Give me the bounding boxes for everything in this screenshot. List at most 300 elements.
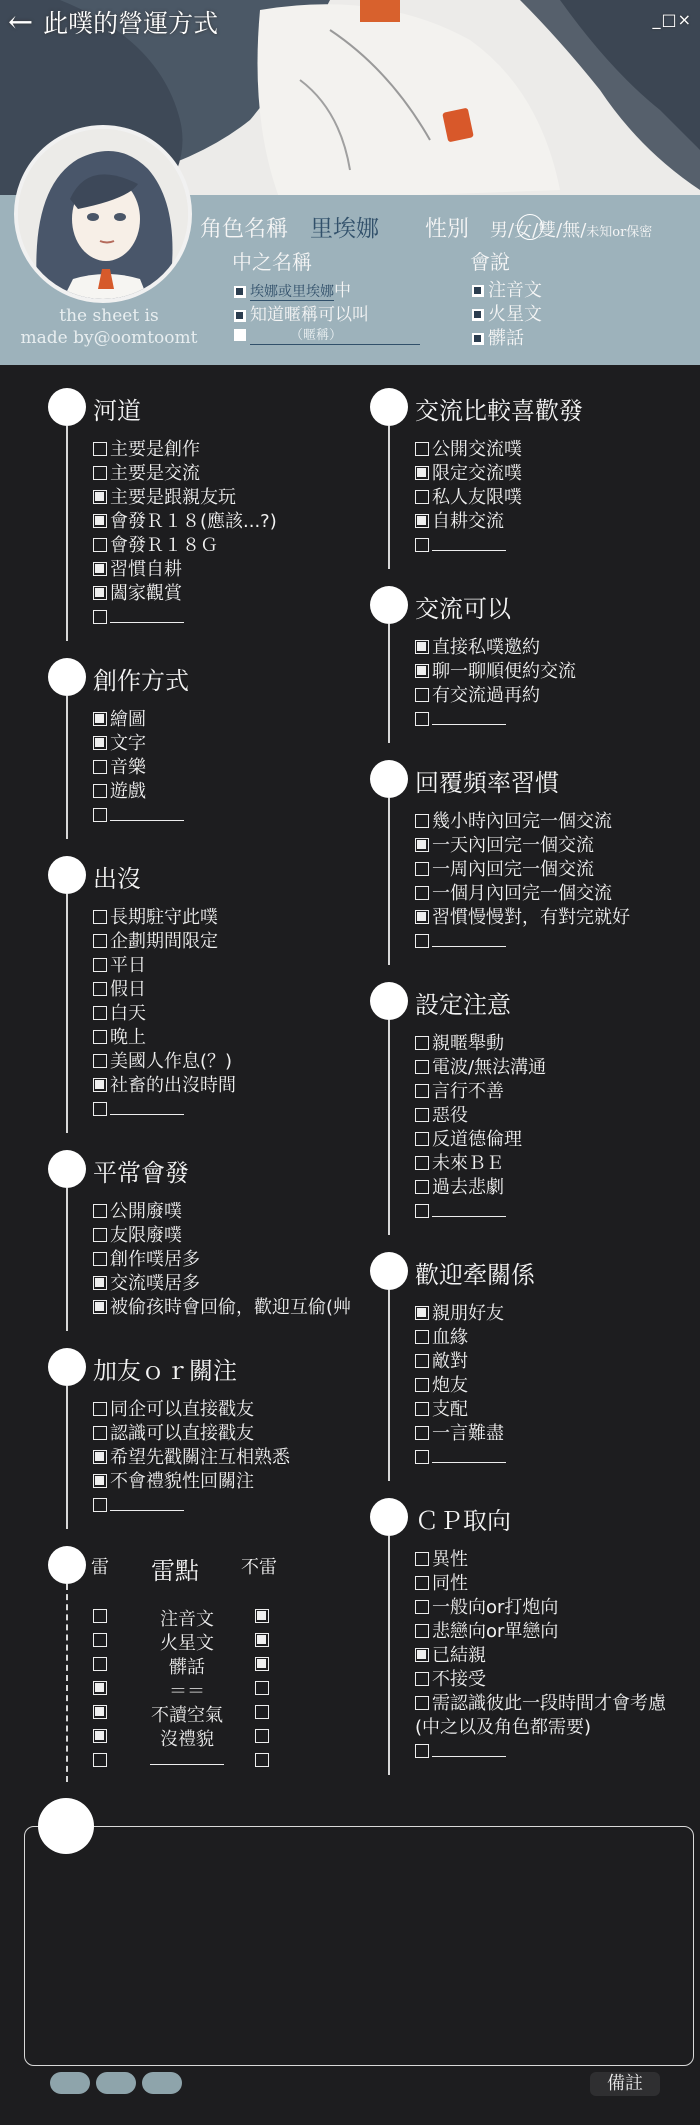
not-lei-checkbox[interactable] bbox=[255, 1681, 269, 1695]
list-item[interactable] bbox=[93, 931, 218, 953]
item-text: 希望先戳關注互相熟悉 bbox=[110, 1447, 290, 1468]
nick-item-hint: （暱稱） bbox=[290, 328, 343, 343]
item-text: 音樂 bbox=[110, 757, 146, 778]
list-item[interactable] bbox=[93, 535, 218, 557]
item-checkbox[interactable] bbox=[415, 1132, 429, 1146]
item-text: 被偷孩時會回偷，歡迎互偷(艸 bbox=[110, 1297, 352, 1318]
item-checkbox[interactable] bbox=[93, 808, 107, 822]
item-checkbox[interactable] bbox=[415, 664, 429, 678]
list-item[interactable] bbox=[93, 1075, 236, 1097]
item-checkbox[interactable] bbox=[93, 1402, 107, 1416]
item-checkbox[interactable] bbox=[93, 784, 107, 798]
memo-box[interactable] bbox=[24, 1826, 694, 2066]
item-text: 直接私噗邀約 bbox=[432, 637, 540, 658]
list-item[interactable] bbox=[93, 1003, 146, 1025]
list-item[interactable] bbox=[93, 1249, 200, 1271]
item-checkbox[interactable] bbox=[93, 1498, 107, 1512]
item-text: 限定交流噗 bbox=[432, 463, 522, 484]
item-text: 言行不善 bbox=[432, 1081, 504, 1102]
item-text: 一般向or打炮向 bbox=[432, 1597, 559, 1618]
nick-item[interactable] bbox=[234, 276, 351, 301]
list-item[interactable] bbox=[93, 757, 146, 779]
lang-label: 會說 bbox=[470, 250, 510, 274]
list-item[interactable] bbox=[415, 1081, 504, 1103]
item-checkbox[interactable] bbox=[415, 466, 429, 480]
section-title: 回覆頻率習慣 bbox=[415, 769, 559, 797]
list-item[interactable] bbox=[93, 463, 200, 485]
list-item[interactable] bbox=[415, 1573, 468, 1595]
item-text: 異性 bbox=[432, 1549, 468, 1570]
credit-text bbox=[14, 305, 204, 349]
item-checkbox[interactable] bbox=[415, 886, 429, 900]
item-text: 認識可以直接戳友 bbox=[110, 1423, 254, 1444]
item-checkbox[interactable] bbox=[415, 1576, 429, 1590]
item-checkbox[interactable] bbox=[93, 1204, 107, 1218]
list-item[interactable] bbox=[415, 1447, 506, 1469]
lei-mid-label: 雷點 bbox=[151, 1557, 199, 1585]
item-text: 繪圖 bbox=[110, 709, 146, 730]
nick-checkbox[interactable] bbox=[234, 286, 246, 298]
list-item[interactable] bbox=[415, 1351, 468, 1373]
nick-label: 中之名稱 bbox=[232, 250, 312, 274]
section-title: 歡迎牽關係 bbox=[415, 1261, 535, 1289]
not-lei-checkbox[interactable] bbox=[255, 1633, 269, 1647]
item-text: 主要是跟親友玩 bbox=[110, 487, 236, 508]
item-text: 未來ＢＥ bbox=[432, 1153, 504, 1174]
item-checkbox[interactable] bbox=[93, 1426, 107, 1440]
item-text: 一言難盡 bbox=[432, 1423, 504, 1444]
item-checkbox[interactable] bbox=[93, 442, 107, 456]
item-blank-line[interactable] bbox=[432, 536, 506, 551]
item-checkbox[interactable] bbox=[93, 1252, 107, 1266]
lang-checkbox[interactable] bbox=[472, 333, 484, 345]
item-checkbox[interactable] bbox=[93, 610, 107, 624]
memo-dot bbox=[38, 1798, 94, 1854]
item-text: 創作噗居多 bbox=[110, 1249, 200, 1270]
section-timeline bbox=[66, 1386, 68, 1529]
item-blank-line[interactable] bbox=[432, 1742, 506, 1757]
not-lei-checkbox[interactable] bbox=[255, 1657, 269, 1671]
list-item[interactable] bbox=[93, 1225, 182, 1247]
list-item bbox=[415, 1717, 591, 1739]
gender-options-text: 男/女/雙/無/ bbox=[490, 220, 587, 241]
item-checkbox[interactable] bbox=[415, 1108, 429, 1122]
section-title: 設定注意 bbox=[415, 991, 511, 1019]
item-checkbox[interactable] bbox=[93, 760, 107, 774]
item-checkbox[interactable] bbox=[93, 586, 107, 600]
item-text: 親暱舉動 bbox=[432, 1033, 504, 1054]
lei-checkbox[interactable] bbox=[93, 1729, 107, 1743]
section-timeline bbox=[388, 624, 390, 743]
item-text: 會發Ｒ１８Ｇ bbox=[110, 535, 218, 556]
item-checkbox[interactable] bbox=[93, 466, 107, 480]
page-pill-2[interactable] bbox=[96, 2072, 136, 2094]
section-dot bbox=[48, 658, 86, 696]
item-checkbox[interactable] bbox=[415, 1648, 429, 1662]
not-lei-checkbox[interactable] bbox=[255, 1705, 269, 1719]
list-item[interactable] bbox=[415, 709, 506, 731]
item-text: 已結親 bbox=[432, 1645, 486, 1666]
item-checkbox[interactable] bbox=[415, 1426, 429, 1440]
item-checkbox[interactable] bbox=[415, 1330, 429, 1344]
lei-checkbox[interactable] bbox=[93, 1633, 107, 1647]
page-pill-3[interactable] bbox=[142, 2072, 182, 2094]
section-title: 創作方式 bbox=[93, 667, 189, 695]
item-blank-line[interactable] bbox=[432, 1202, 506, 1217]
nick-item-suffix: 中 bbox=[334, 281, 351, 301]
item-checkbox[interactable] bbox=[415, 1204, 429, 1218]
item-checkbox[interactable] bbox=[415, 1180, 429, 1194]
item-text: 反道德倫理 bbox=[432, 1129, 522, 1150]
back-arrow-icon[interactable]: ← bbox=[8, 4, 34, 40]
item-checkbox[interactable] bbox=[415, 1156, 429, 1170]
list-item[interactable] bbox=[93, 607, 184, 629]
item-text: 公開廢噗 bbox=[110, 1201, 182, 1222]
list-item[interactable] bbox=[93, 439, 200, 461]
section-title: 交流可以 bbox=[415, 595, 511, 623]
item-checkbox[interactable] bbox=[415, 1060, 429, 1074]
item-text: 過去悲劇 bbox=[432, 1177, 504, 1198]
item-checkbox[interactable] bbox=[415, 1378, 429, 1392]
nick-item-text: 知道暱稱可以叫 bbox=[250, 305, 369, 325]
item-text: 闔家觀賞 bbox=[110, 583, 182, 604]
gender-selected-circle bbox=[517, 214, 543, 240]
lang-item-text: 火星文 bbox=[488, 304, 542, 325]
item-text: 悲戀向or單戀向 bbox=[432, 1621, 559, 1642]
nick-item[interactable] bbox=[234, 300, 369, 325]
list-item[interactable] bbox=[415, 811, 612, 833]
not-lei-checkbox[interactable] bbox=[255, 1609, 269, 1623]
item-checkbox[interactable] bbox=[93, 1300, 107, 1314]
item-checkbox[interactable] bbox=[93, 1006, 107, 1020]
item-checkbox[interactable] bbox=[415, 538, 429, 552]
section-title: 出沒 bbox=[93, 865, 141, 893]
item-text: 文字 bbox=[110, 733, 146, 754]
item-text: 平日 bbox=[110, 955, 146, 976]
item-checkbox[interactable] bbox=[415, 688, 429, 702]
item-text: 企劃期間限定 bbox=[110, 931, 218, 952]
name-value: 里埃娜 bbox=[310, 216, 379, 242]
nick-item-text bbox=[250, 324, 420, 345]
item-checkbox[interactable] bbox=[415, 1450, 429, 1464]
item-checkbox[interactable] bbox=[415, 1672, 429, 1686]
list-item[interactable] bbox=[93, 907, 218, 929]
list-item[interactable] bbox=[93, 979, 146, 1001]
section-timeline bbox=[66, 894, 68, 1133]
list-item[interactable] bbox=[415, 1153, 504, 1175]
section-timeline bbox=[388, 1536, 390, 1775]
section-title: 河道 bbox=[93, 397, 141, 425]
item-blank-line[interactable] bbox=[110, 806, 184, 821]
lei-left-label: 雷 bbox=[91, 1557, 109, 1578]
list-item[interactable] bbox=[415, 1645, 486, 1667]
item-text: (中之以及角色都需要) bbox=[415, 1717, 592, 1738]
nick-item[interactable] bbox=[234, 324, 420, 345]
item-checkbox[interactable] bbox=[93, 934, 107, 948]
item-checkbox[interactable] bbox=[415, 640, 429, 654]
lei-item bbox=[137, 1749, 237, 1770]
item-checkbox[interactable] bbox=[415, 1624, 429, 1638]
item-text: 主要是交流 bbox=[110, 463, 200, 484]
item-checkbox[interactable] bbox=[93, 958, 107, 972]
item-checkbox[interactable] bbox=[415, 910, 429, 924]
item-checkbox[interactable] bbox=[415, 1354, 429, 1368]
list-item[interactable] bbox=[93, 511, 277, 533]
nick-item-text: 埃娜或里埃娜 bbox=[250, 284, 334, 300]
list-item[interactable] bbox=[93, 1471, 254, 1493]
item-checkbox[interactable] bbox=[415, 442, 429, 456]
not-lei-checkbox[interactable] bbox=[255, 1753, 269, 1767]
list-item[interactable] bbox=[415, 835, 594, 857]
item-text: 同性 bbox=[432, 1573, 468, 1594]
top-bar bbox=[0, 0, 700, 44]
item-checkbox[interactable] bbox=[415, 712, 429, 726]
item-checkbox[interactable] bbox=[415, 490, 429, 504]
item-checkbox[interactable] bbox=[93, 490, 107, 504]
list-item[interactable] bbox=[93, 1201, 182, 1223]
item-checkbox[interactable] bbox=[415, 1600, 429, 1614]
item-checkbox[interactable] bbox=[415, 514, 429, 528]
list-item[interactable] bbox=[415, 1033, 504, 1055]
item-blank-line[interactable] bbox=[432, 710, 506, 725]
item-checkbox[interactable] bbox=[93, 1030, 107, 1044]
item-checkbox[interactable] bbox=[415, 1306, 429, 1320]
section-dot bbox=[370, 1498, 408, 1536]
list-item[interactable] bbox=[93, 1297, 351, 1319]
lei-checkbox[interactable] bbox=[93, 1681, 107, 1695]
lei-blank-line[interactable] bbox=[150, 1750, 224, 1765]
section-dot bbox=[370, 982, 408, 1020]
lei-item: 不讀空氣 bbox=[151, 1705, 223, 1726]
list-item[interactable] bbox=[415, 1423, 504, 1445]
list-item[interactable] bbox=[415, 883, 612, 905]
lei-item: ＝＝ bbox=[169, 1681, 205, 1702]
item-text: 遊戲 bbox=[110, 781, 146, 802]
section-timeline bbox=[388, 1020, 390, 1235]
not-lei-checkbox[interactable] bbox=[255, 1729, 269, 1743]
item-text: 交流噗居多 bbox=[110, 1273, 200, 1294]
list-item[interactable] bbox=[415, 1375, 468, 1397]
item-text: 親朋好友 bbox=[432, 1303, 504, 1324]
nick-checkbox[interactable] bbox=[234, 329, 246, 341]
section-timeline bbox=[388, 1290, 390, 1481]
item-text: 支配 bbox=[432, 1399, 468, 1420]
item-checkbox[interactable] bbox=[93, 1102, 107, 1116]
list-item[interactable] bbox=[415, 931, 506, 953]
section-title: ＣＰ取向 bbox=[415, 1507, 511, 1535]
gender-options[interactable] bbox=[490, 216, 652, 242]
list-item[interactable] bbox=[415, 1129, 522, 1151]
list-item[interactable] bbox=[415, 1549, 468, 1571]
list-item[interactable] bbox=[93, 709, 146, 731]
item-text: 敵對 bbox=[432, 1351, 468, 1372]
list-item[interactable] bbox=[93, 583, 182, 605]
section-dot bbox=[370, 760, 408, 798]
item-blank-line[interactable] bbox=[432, 1448, 506, 1463]
lang-item-text: 注音文 bbox=[488, 280, 542, 301]
item-text: 電波/無法溝通 bbox=[432, 1057, 547, 1078]
item-checkbox[interactable] bbox=[415, 934, 429, 948]
item-text: 習慣自耕 bbox=[110, 559, 182, 580]
item-checkbox[interactable] bbox=[93, 514, 107, 528]
item-text: 血緣 bbox=[432, 1327, 468, 1348]
window-controls[interactable]: _□× bbox=[652, 10, 692, 29]
lang-item-text: 髒話 bbox=[488, 328, 524, 349]
list-item[interactable] bbox=[93, 1399, 254, 1421]
item-checkbox[interactable] bbox=[415, 838, 429, 852]
item-checkbox[interactable] bbox=[415, 814, 429, 828]
item-checkbox[interactable] bbox=[93, 1078, 107, 1092]
item-text: 美國人作息(？) bbox=[110, 1051, 233, 1072]
list-item[interactable] bbox=[415, 439, 522, 461]
list-item[interactable] bbox=[415, 1399, 468, 1421]
list-item[interactable] bbox=[415, 1621, 558, 1643]
list-item[interactable] bbox=[93, 487, 236, 509]
list-item[interactable] bbox=[415, 463, 522, 485]
list-item[interactable] bbox=[93, 1495, 184, 1517]
item-checkbox[interactable] bbox=[415, 1696, 429, 1710]
list-item[interactable] bbox=[93, 1099, 184, 1121]
section-dot bbox=[48, 1546, 86, 1584]
page-title: 此噗的營運方式 bbox=[43, 9, 219, 38]
nick-checkbox[interactable] bbox=[234, 310, 246, 322]
list-item[interactable] bbox=[415, 1327, 468, 1349]
page-pill-1[interactable] bbox=[50, 2072, 90, 2094]
section-title: 平常會發 bbox=[93, 1159, 189, 1187]
item-text: 假日 bbox=[110, 979, 146, 1000]
item-blank-line[interactable] bbox=[110, 608, 184, 623]
item-text: 晚上 bbox=[110, 1027, 146, 1048]
item-text: 習慣慢慢對，有對完就好 bbox=[432, 907, 630, 928]
credit-line-1: the sheet is bbox=[59, 306, 159, 326]
lang-checkbox[interactable] bbox=[472, 309, 484, 321]
item-checkbox[interactable] bbox=[415, 862, 429, 876]
list-item[interactable] bbox=[415, 1105, 468, 1127]
lang-item[interactable] bbox=[472, 324, 524, 350]
item-text: 惡役 bbox=[432, 1105, 468, 1126]
lei-right-label: 不雷 bbox=[241, 1557, 277, 1578]
section-dot bbox=[48, 1150, 86, 1188]
item-checkbox[interactable] bbox=[415, 1552, 429, 1566]
item-text: 有交流過再約 bbox=[432, 685, 540, 706]
lang-item[interactable] bbox=[472, 300, 542, 326]
list-item[interactable] bbox=[415, 685, 540, 707]
item-text: 聊一聊順便約交流 bbox=[432, 661, 576, 682]
name-label: 角色名稱 bbox=[200, 217, 289, 242]
list-item[interactable] bbox=[93, 1051, 232, 1073]
item-checkbox[interactable] bbox=[93, 1228, 107, 1242]
list-item[interactable] bbox=[415, 535, 506, 557]
list-item[interactable] bbox=[415, 1057, 546, 1079]
item-checkbox[interactable] bbox=[93, 1276, 107, 1290]
lang-checkbox[interactable] bbox=[472, 285, 484, 297]
lei-checkbox[interactable] bbox=[93, 1609, 107, 1623]
item-checkbox[interactable] bbox=[93, 538, 107, 552]
lei-checkbox[interactable] bbox=[93, 1753, 107, 1767]
list-item[interactable] bbox=[93, 955, 146, 977]
lei-item: 火星文 bbox=[160, 1633, 214, 1654]
item-text: 白天 bbox=[110, 1003, 146, 1024]
list-item[interactable] bbox=[415, 1669, 486, 1691]
item-text: 一個月內回完一個交流 bbox=[432, 883, 612, 904]
item-text: 長期駐守此噗 bbox=[110, 907, 218, 928]
item-checkbox[interactable] bbox=[93, 736, 107, 750]
item-checkbox[interactable] bbox=[93, 712, 107, 726]
section-dot bbox=[48, 1348, 86, 1386]
item-checkbox[interactable] bbox=[93, 1450, 107, 1464]
item-blank-line[interactable] bbox=[110, 1496, 184, 1511]
credit-line-2: made by@oomtoomt bbox=[20, 328, 198, 348]
gender-label: 性別 bbox=[425, 217, 470, 242]
item-checkbox[interactable] bbox=[93, 562, 107, 576]
item-checkbox[interactable] bbox=[93, 982, 107, 996]
list-item[interactable] bbox=[415, 637, 540, 659]
list-item[interactable] bbox=[415, 1597, 558, 1619]
lei-checkbox[interactable] bbox=[93, 1657, 107, 1671]
section-title: 交流比較喜歡發 bbox=[415, 397, 583, 425]
avatar bbox=[14, 125, 192, 303]
item-text: 一天內回完一個交流 bbox=[432, 835, 594, 856]
lang-item[interactable] bbox=[472, 276, 542, 302]
list-item[interactable] bbox=[415, 859, 594, 881]
list-item[interactable] bbox=[93, 1027, 146, 1049]
item-blank-line[interactable] bbox=[110, 1100, 184, 1115]
item-checkbox[interactable] bbox=[93, 1474, 107, 1488]
list-item[interactable] bbox=[93, 781, 146, 803]
list-item[interactable] bbox=[415, 511, 504, 533]
list-item[interactable] bbox=[415, 487, 522, 509]
list-item[interactable] bbox=[93, 805, 184, 827]
item-checkbox[interactable] bbox=[415, 1744, 429, 1758]
item-text: 幾小時內回完一個交流 bbox=[432, 811, 612, 832]
list-item[interactable] bbox=[415, 1201, 506, 1223]
gender-extra: 未知or保密 bbox=[586, 225, 653, 240]
list-item[interactable] bbox=[93, 1447, 290, 1469]
section-timeline bbox=[66, 1584, 68, 1782]
list-item[interactable] bbox=[415, 661, 576, 683]
item-checkbox[interactable] bbox=[93, 1054, 107, 1068]
section-timeline bbox=[388, 798, 390, 965]
list-item[interactable] bbox=[93, 559, 182, 581]
section-title: 加友ｏｒ關注 bbox=[93, 1357, 237, 1385]
item-blank-line[interactable] bbox=[432, 932, 506, 947]
list-item[interactable] bbox=[415, 1177, 504, 1199]
section-dot bbox=[48, 856, 86, 894]
list-item[interactable] bbox=[415, 907, 630, 929]
lei-item: 沒禮貌 bbox=[160, 1729, 214, 1750]
item-checkbox[interactable] bbox=[415, 1084, 429, 1098]
item-text: 一周內回完一個交流 bbox=[432, 859, 594, 880]
item-text: 私人友限噗 bbox=[432, 487, 522, 508]
list-item[interactable] bbox=[93, 1423, 254, 1445]
list-item[interactable] bbox=[415, 1303, 504, 1325]
item-checkbox[interactable] bbox=[415, 1402, 429, 1416]
item-text: 社畜的出沒時間 bbox=[110, 1075, 236, 1096]
item-text: 友限廢噗 bbox=[110, 1225, 182, 1246]
lei-checkbox[interactable] bbox=[93, 1705, 107, 1719]
list-item[interactable] bbox=[415, 1693, 666, 1715]
note-button[interactable]: 備註 bbox=[590, 2072, 660, 2096]
list-item[interactable] bbox=[93, 1273, 200, 1295]
lei-item: 髒話 bbox=[169, 1657, 205, 1678]
item-checkbox[interactable] bbox=[93, 910, 107, 924]
item-checkbox[interactable] bbox=[415, 1036, 429, 1050]
list-item[interactable] bbox=[93, 733, 146, 755]
section-dot bbox=[370, 388, 408, 426]
item-text: 會發Ｒ１８(應該...?) bbox=[110, 511, 277, 532]
list-item[interactable] bbox=[415, 1741, 506, 1763]
section-dot bbox=[370, 586, 408, 624]
